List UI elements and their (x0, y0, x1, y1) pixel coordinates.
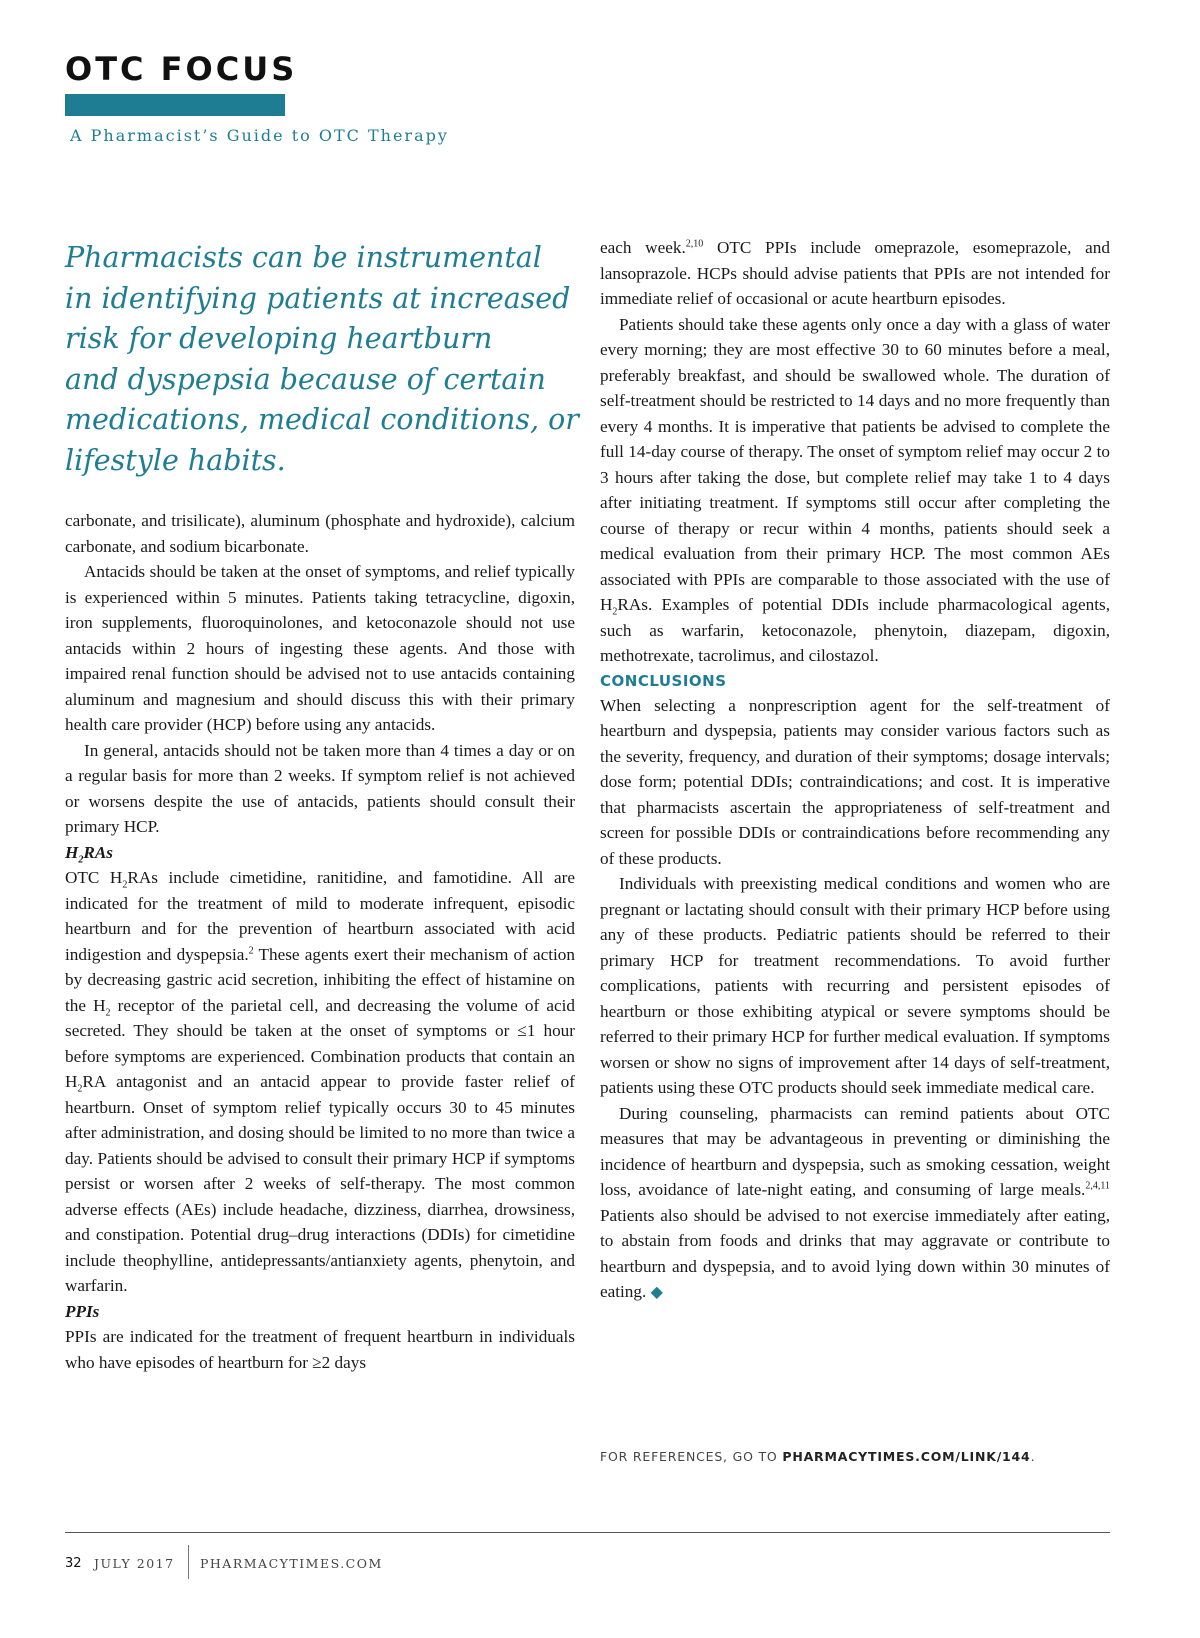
pull-quote-line: Pharmacists can be instrumental (65, 241, 542, 274)
references-note: FOR REFERENCES, GO TO PHARMACYTIMES.COM/LINK/144. (600, 1449, 1036, 1464)
page-number: 32 (65, 1556, 82, 1571)
paragraph: Antacids should be taken at the onset of symptoms, and relief typically is experienced within 5 minutes. Patients taking tetracycline, digoxin, iron supplements, fluoroquinolones, and ketoconazole should not use antacids within 2 hours of ingesting these agents. And those with impaired renal function should be advised not to use antacids containing aluminum and magnesium and should discuss this with their primary health care provider (HCP) before using any antacids. (65, 562, 575, 734)
paragraph: carbonate, and trisilicate), aluminum (phosphate and hydroxide), calcium carbonate, and sodium bicarbonate. (65, 511, 575, 556)
citation: 2,10 (685, 238, 704, 250)
pull-quote-line: lifestyle habits. (65, 443, 286, 477)
end-mark-icon: ◆ (650, 1284, 663, 1301)
section-title-bar (65, 94, 285, 116)
ppi-paragraph: PPIs are indicated for the treatment of frequent heartburn in individuals who have episodes of heartburn for ≥2 days (65, 1327, 575, 1372)
pull-quote-line: and dyspepsia because of certain (65, 362, 546, 396)
paragraph: When selecting a nonprescription agent for the self-treatment of heartburn and dyspepsia, patients may consider various factors such as the severity, frequency, and duration of their symptoms; dosage intervals; dose form; potential DDIs; contraindications; and cost. It is imperative that pharmacists ascertain the appropriateness of self-treatment and screen for possible DDIs or contraindications before recommending any of these products. (600, 695, 1110, 868)
pull-quote-line: in identifying patients at increased (65, 281, 571, 315)
paragraph: In general, antacids should not be taken more than 4 times a day or on a regular basis for more than 2 weeks. If symptom relief is not achieved or worsens despite the use of antacids, patients should consult their primary HCP. (65, 740, 575, 836)
paragraph: Patients should take these agents only once a day with a glass of water every morning; they are most effective 30 to 60 minutes before a meal, preferably breakfast, and should be swallowed whole. The duration of self-treatment should be restricted to 14 days and no more frequently than every 4 months. It is imperative that patients be advised to complete the full 14-day course of therapy. The onset of symptom relief may occur 2 to 3 hours after taking the dose, but complete relief may take 1 to 4 days after initiating treatment. If symptoms still occur after completing the course of therapy or recur within 4 months, patients should seek a medical evaluation from their primary HCP. The most common AEs associated with PPIs are comparable to those associated with the use of $H_2RAs$. Examples of potential DDIs include pharmacological agents, such as warfarin, ketoconazole, phenytoin, diazepam, digoxin, methotrexate, tacrolimus, and cilostazol. (600, 314, 1110, 665)
pull-quote-line: risk for developing heartburn (65, 322, 493, 355)
h2ra-paragraph: OTC $H_2RAs$ include cimetidine, ranitidine, and famotidine. All are indicated for the treatment of mild to moderate infrequent, episodic heartburn and for the prevention of heartburn associated with acid indigestion and dyspepsia.$^2$ These agents exert their mechanism of action by decreasing gastric acid secretion, inhibiting the effect of histamine on the $H_2$ receptor of the parietal cell, and decreasing the volume of acid secreted. They should be taken at the onset of symptoms or ≤1 hour before symptoms are experienced. Combination products that contain an $H_2RA$ antagonist and an antacid appear to provide faster relief of heartburn. Onset of symptom relief typically occurs 30 to 45 minutes after administration, and dosing should be limited to no more than twice a day. Patients should be advised to consult their primary HCP if symptoms persist or worsen after 2 weeks of self-therapy. The most common adverse effects (AEs) include headache, dizziness, diarrhea, drowsiness, and constipation. Potential drug–drug interactions (DDIs) for cimetidine include theophylline, antidepressants/antianxiety agents, phenytoin, and warfarin. (65, 868, 576, 1295)
paragraph: each week.$^{2,10}$ OTC PPIs include omeprazole, esomeprazole, and lansoprazole. HCPs should advise patients that PPIs are not intended for immediate relief of occasional or acute heartburn episodes. (600, 238, 1110, 308)
issue-date: JULY 2017 (94, 1556, 175, 1571)
footer-divider (188, 1545, 189, 1579)
pull-quote (65, 238, 579, 481)
citation: 2,4,11 (1085, 1180, 1110, 1192)
pull-quote-line: medications, medical conditions, or (65, 403, 579, 436)
footer-site: PHARMACYTIMES.COM (200, 1556, 383, 1571)
section-subtitle: A Pharmacist’s Guide to OTC Therapy (70, 126, 449, 145)
ppi-heading: PPIs (65, 1301, 100, 1321)
h2ra-heading: $H_2RAs$ (65, 842, 113, 865)
left-column (65, 508, 575, 1375)
section-title: OTC FOCUS (65, 50, 298, 88)
right-column (600, 235, 1110, 1306)
paragraph: During counseling, pharmacists can remind patients about OTC measures that may be advantageous in preventing or diminishing the incidence of heartburn and dyspepsia, such as smoking cessation, weight loss, avoidance of late-night eating, and consuming of large meals.$^{2,4,11}$ Patients also should be advised to not exercise immediately after eating, to abstain from foods and drinks that may aggravate or contribute to heartburn and dyspepsia, and to avoid lying down within 30 minutes of eating. ◆ (600, 1103, 1110, 1301)
paragraph: Individuals with preexisting medical conditions and women who are pregnant or lactating should consult with their primary HCP before using any of these products. Pediatric patients should be referred to their primary HCP for treatment recommendations. To avoid further complications, patients with recurring and persistent episodes of heartburn or those exhibiting atypical or severe symptoms should be referred to their primary HCP for further medical evaluation. If symptoms worsen or show no signs of improvement after 14 days of self-treatment, patients using these OTC products should seek immediate medical care. (600, 874, 1110, 1097)
references-link[interactable]: PHARMACYTIMES.COM/LINK/144 (782, 1449, 1031, 1464)
footer-rule (65, 1532, 1110, 1533)
conclusions-heading: CONCLUSIONS (600, 671, 727, 690)
citation: 2 (248, 944, 254, 956)
